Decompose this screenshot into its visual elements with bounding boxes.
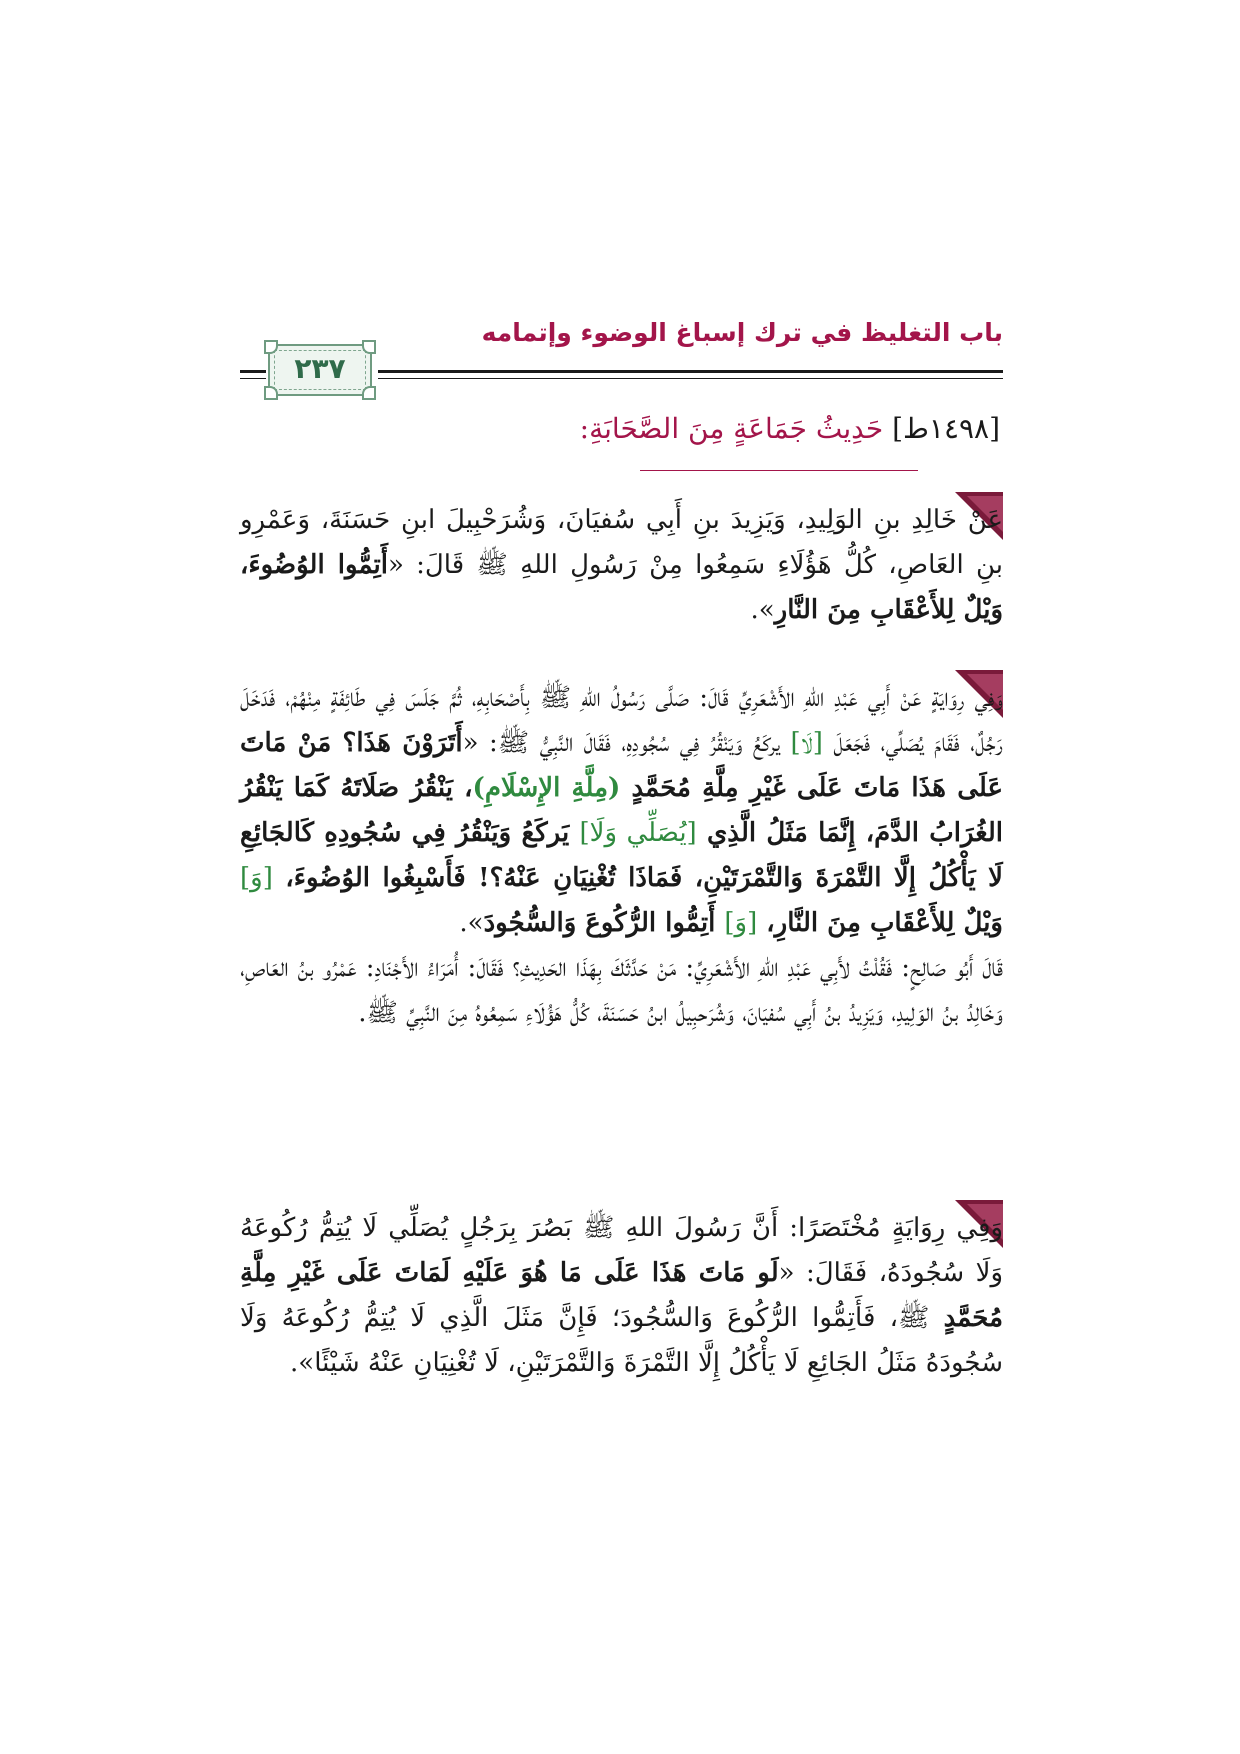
- page-number-badge: [268, 344, 372, 396]
- narration-2: [240, 676, 1003, 1036]
- quote-end: ».: [459, 908, 484, 938]
- bracket-addition: [يُصَلِّي وَلَا]: [579, 818, 697, 848]
- bracket-addition: (مِلَّةِ الإِسْلَامِ): [472, 773, 621, 803]
- prophetic-quote: أَتَرَوْنَ هَذَا؟ مَنْ مَاتَ عَلَى هَذَا مَاتَ عَلَى غَيْرِ مِلَّةِ مُحَمَّدٍ: [240, 728, 1003, 803]
- header-rule-thin: [378, 378, 1003, 379]
- prophetic-quote: لَو مَاتَ هَذَا عَلَى مَا هُوَ عَلَيْهِ لَمَاتَ عَلَى غَيْرِ مِلَّةِ مُحَمَّدٍ: [240, 1258, 1003, 1333]
- narration-paragraph: قَالَ أَبُو صَالِحٍ: فَقُلْتُ لأَبِي عَبْدِ اللهِ الأَشْعَرِيِّ: مَنْ حَدَّثَكَ بِهَذَا الحَدِيثِ؟ فَقَالَ: أُمَرَاءُ الأَجْنَادِ: عَمْرُو بنُ العَاصِ، وَخَالِدُ بنُ الوَلِيدِ، وَيَزِيدُ بنُ أَبِي سُفيَانَ، وَشُرَحبِيلُ ابنُ حَسَنَةَ، كُلُّ هَؤُلَاءِ سَمِعُوهُ مِنَ النَّبِيِّ ﷺ.: [240, 953, 1003, 1028]
- narration-text: وَفِي رِوَايَةٍ عَنْ أَبِي عَبْدِ اللهِ الأَشْعَرِيِّ قَالَ: صَلَّى رَسُولُ اللهِ ﷺ بِأَصْحَابِهِ، ثُمَّ جَلَسَ فِي طَائِفَةٍ مِنْهُمْ، فَدَخَلَ رَجُلٌ، فَقَامَ يُصَلِّي، فَجَعَلَ: [240, 683, 1003, 758]
- bracket-addition: [لَا]: [790, 728, 823, 758]
- hadith-title: حَدِيثُ جَمَاعَةٍ مِنَ الصَّحَابَةِ:: [579, 412, 884, 445]
- prophetic-quote: أَتِمُّوا الرُّكُوعَ وَالسُّجُودَ: [483, 908, 725, 938]
- prophetic-quote: أَتِمُّوا الوُضُوءَ، وَيْلٌ لِلأَعْقَابِ مِنَ النَّارِ: [240, 550, 1003, 625]
- page-number: ٢٣٧: [294, 352, 346, 385]
- narration-1: [240, 498, 1003, 633]
- heading-underline: [640, 470, 918, 471]
- header-rule: [378, 370, 1003, 373]
- hadith-number: [١٤٩٨ط]: [892, 412, 1000, 445]
- narration-text: وَفِي رِوَايَةٍ مُخْتَصَرًا: أَنَّ رَسُولَ اللهِ ﷺ بَصُرَ بِرَجُلٍ يُصَلِّي لَا يُتِمُّ رُكُوعَهُ وَلَا سُجُودَهُ، فَقَالَ: «: [240, 1213, 1003, 1288]
- narration-text: ﷺ، فَأَتِمُّوا الرُّكُوعَ وَالسُّجُودَ؛ فَإِنَّ مَثَلَ الَّذِي لَا يُتِمُّ رُكُوعَهُ وَلَا سُجُودَهُ مَثَلُ الجَائِعِ لَا يَأْكُلُ إِلَّا التَّمْرَةَ وَالتَّمْرَتَيْنِ، لَا تُغْنِيَانِ عَنْهُ شَيْئًا».: [240, 1303, 1003, 1378]
- bracket-addition: [وَ]: [724, 908, 758, 938]
- hadith-heading: [580, 412, 1000, 445]
- narration-text: عَنْ خَالِدِ بنِ الوَلِيدِ، وَيَزِيدَ بنِ أَبِي سُفيَانَ، وَشُرَحْبِيلَ ابنِ حَسَنَةَ، وَعَمْرِو بنِ العَاصِ، كُلُّ هَؤُلَاءِ سَمِعُوا مِنْ رَسُولِ اللهِ ﷺ قَالَ: «: [240, 505, 1004, 580]
- running-title: باب التغليظ في ترك إسباغ الوضوء وإتمامه: [481, 318, 1003, 347]
- header-rule-left: [240, 370, 266, 373]
- narration-3: [240, 1206, 1003, 1386]
- prophetic-quote: يَركَعُ وَيَنْقُرُ فِي سُجُودِهِ كَالجَائِعِ لَا يَأْكُلُ إِلَّا التَّمْرَةَ وَالتَّمْرَتَيْنِ، فَمَاذَا تُغْنِيَانِ عَنْهُ؟! فَأَسْبِغُوا الوُضُوءَ،: [240, 818, 1003, 893]
- bracket-addition: [وَ]: [240, 863, 273, 893]
- header-rule-left-thin: [240, 378, 266, 379]
- narration-text: يركَعُ وَيَنْقُرُ فِي سُجُودِهِ، فَقَالَ النَّبِيُّ ﷺ: «: [462, 728, 791, 758]
- badge-corner: [362, 386, 376, 400]
- prophetic-quote: ، يَنْقُرُ صَلَاتَهُ كَمَا يَنْقُرُ الغُرَابُ الدَّمَ، إِنَّمَا مَثَلُ الَّذِي: [240, 773, 1003, 848]
- badge-corner: [264, 386, 278, 400]
- prophetic-quote: وَيْلٌ لِلأَعْقَابِ مِنَ النَّارِ،: [757, 908, 1003, 938]
- quote-end: ».: [750, 595, 775, 625]
